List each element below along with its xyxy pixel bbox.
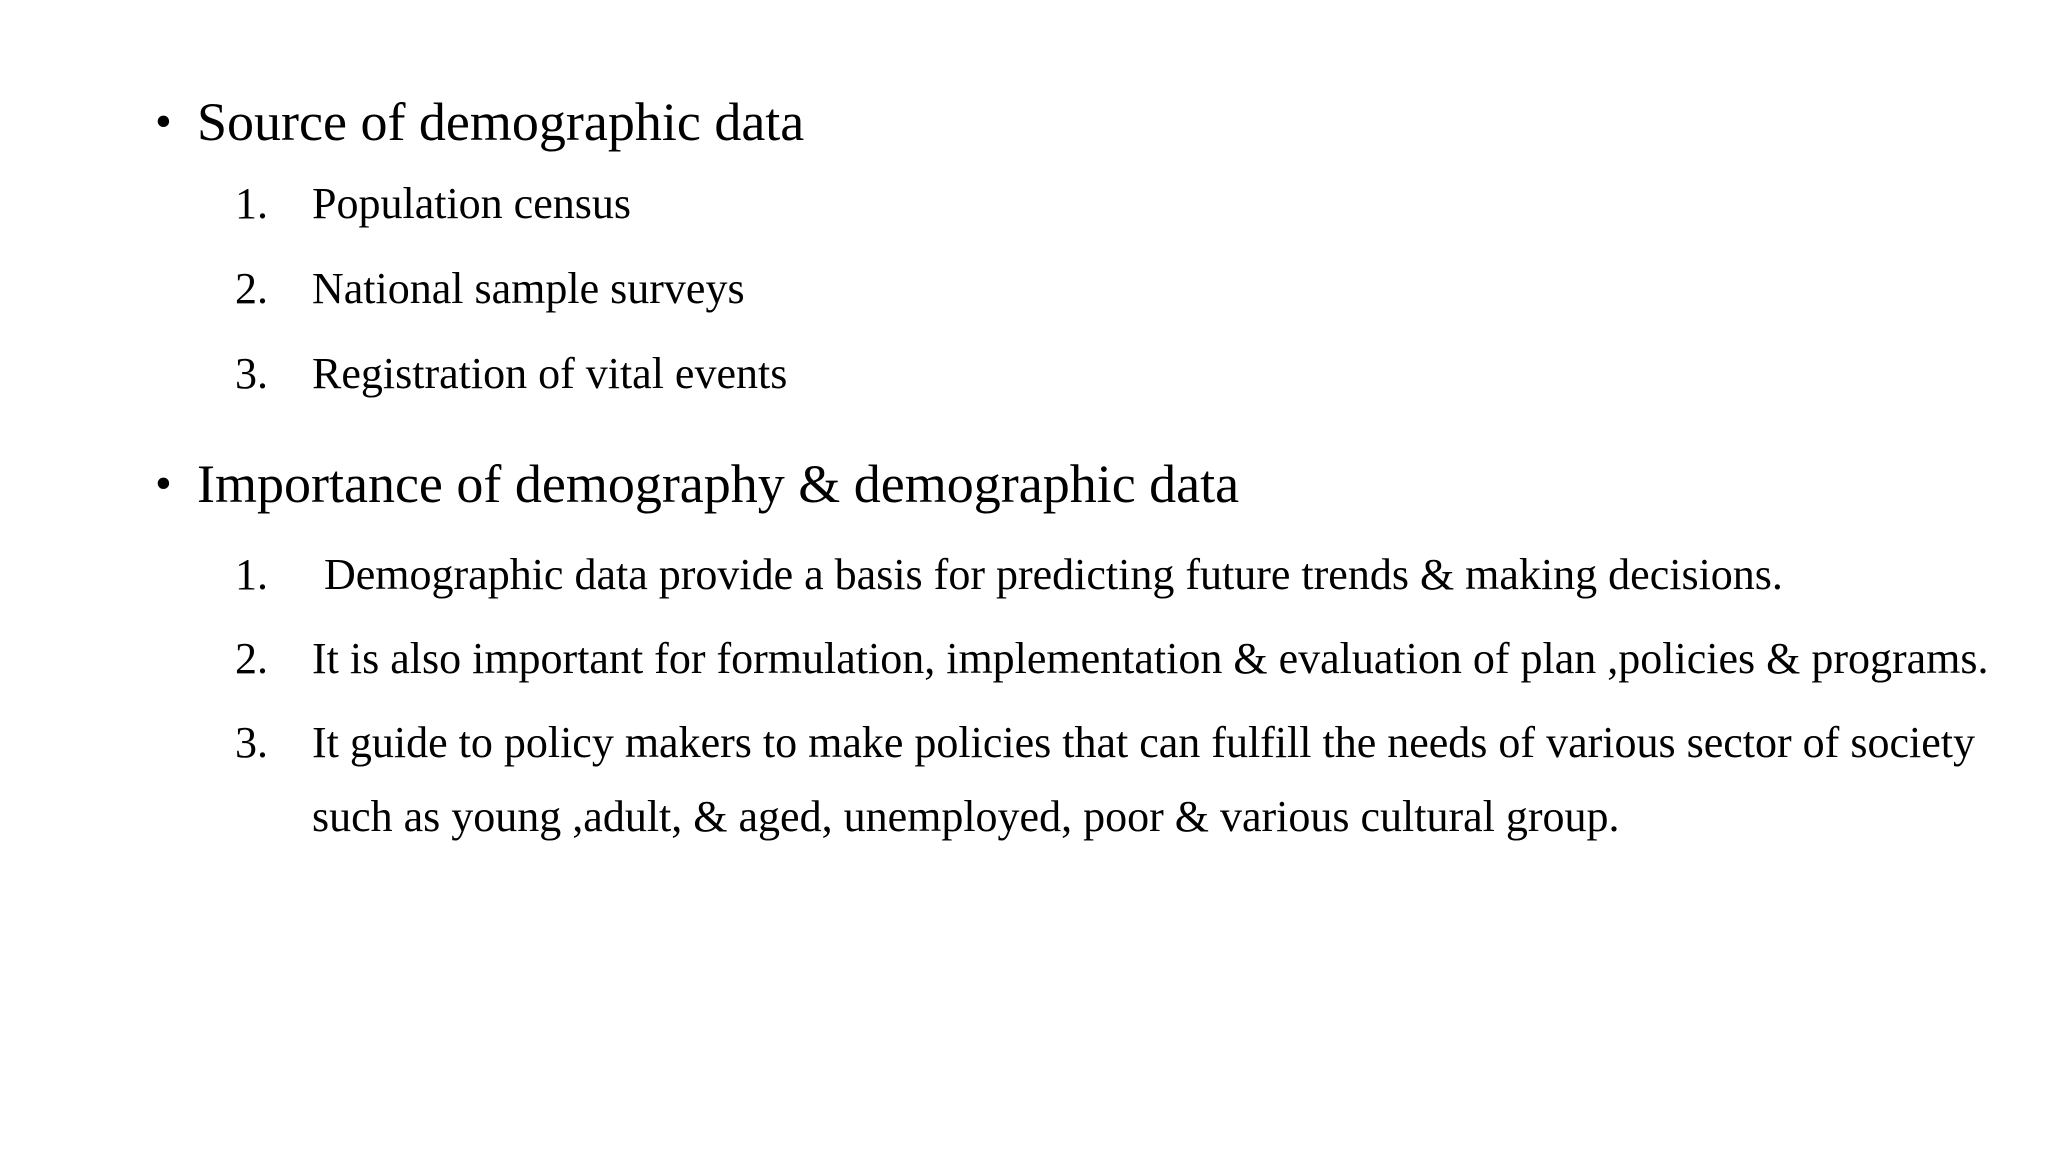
section-sources (155, 90, 1955, 431)
item-text: Population census (312, 179, 631, 228)
item-text: It is also important for formulation, implementation & evaluation of plan ,policies & programs. (312, 634, 1989, 683)
list-item (155, 346, 1955, 402)
section-heading (155, 452, 1955, 516)
heading-text: Importance of demography & demographic data (197, 454, 1240, 514)
section-heading (155, 90, 1955, 154)
item-text: Demographic data provide a basis for predicting future trends & making decisions. (324, 550, 1783, 599)
item-text: National sample surveys (312, 264, 745, 313)
item-number: 3. (235, 349, 268, 398)
bullet-icon: • (155, 95, 172, 148)
item-text: It guide to policy makers to make policies that can fulfill the needs of various sector of society such as young ,adult, & aged, unemployed, poor & various cultural group. (312, 718, 1975, 841)
list-item (155, 261, 1955, 317)
item-number: 1. (235, 550, 268, 599)
item-number: 2. (235, 264, 268, 313)
section-importance (155, 452, 1989, 864)
item-number: 3. (235, 718, 268, 767)
list-item (155, 538, 2048, 612)
item-text: Registration of vital events (312, 349, 788, 398)
numbered-list (155, 176, 1955, 402)
numbered-list (155, 538, 1989, 854)
heading-text: Source of demographic data (197, 92, 805, 152)
list-item (155, 706, 2048, 854)
list-item (155, 176, 1955, 232)
bullet-icon: • (155, 457, 172, 510)
item-number: 2. (235, 634, 268, 683)
list-item (155, 622, 2048, 696)
item-number: 1. (235, 179, 268, 228)
